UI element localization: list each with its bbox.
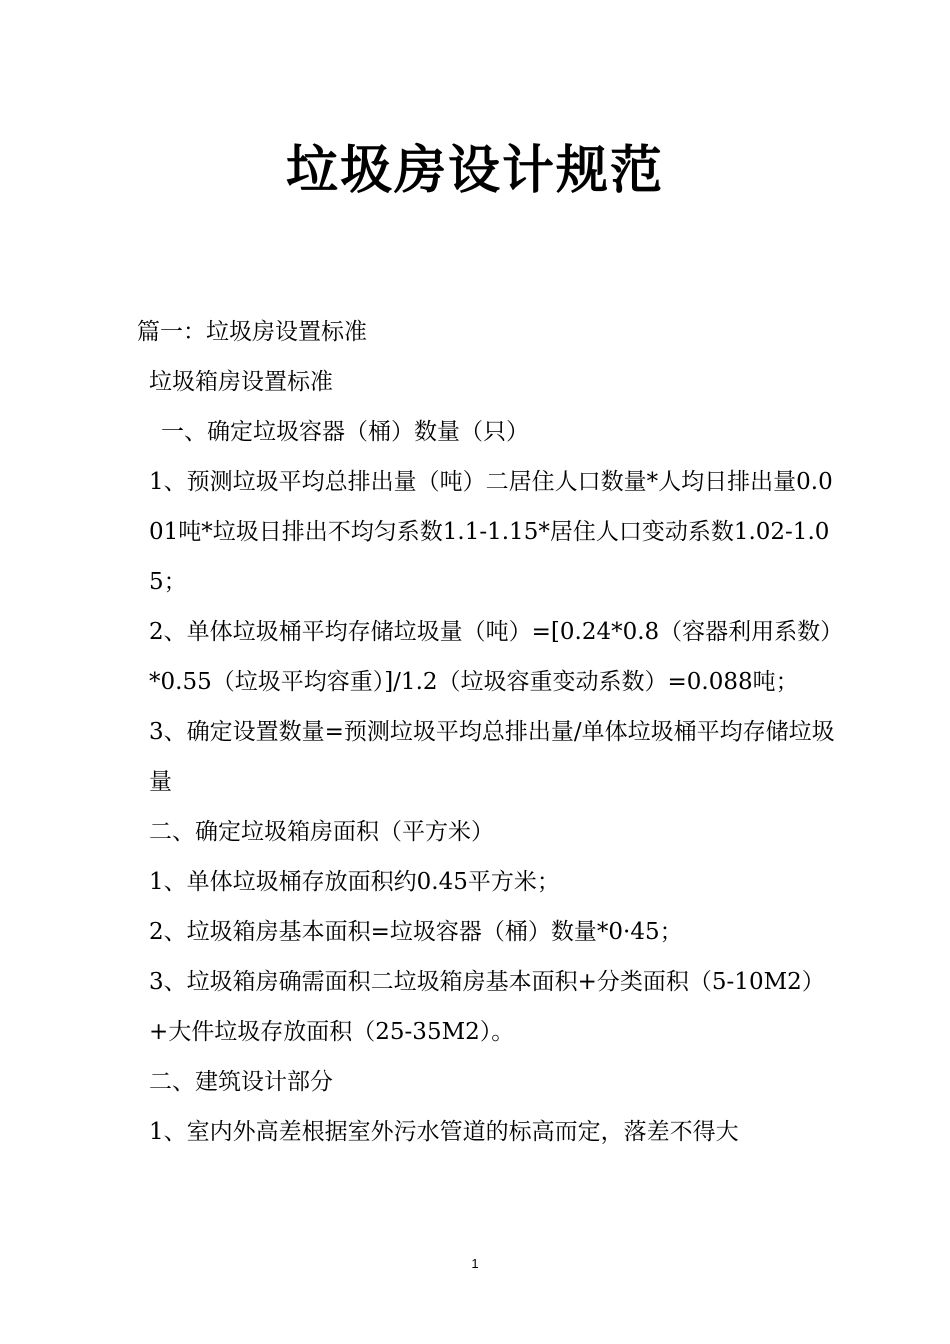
paragraph-heading-2: 二、确定垃圾箱房面积（平方米） — [149, 819, 494, 845]
paragraph-item-2-3: 3、垃圾箱房确需面积二垃圾箱房基本面积+分类面积（5-10M2）+大件垃圾存放面积（25-35M2）。 — [149, 969, 825, 1045]
paragraph-heading-3: 二、建筑设计部分 — [149, 1069, 333, 1095]
document-title: 垃圾房设计规范 — [285, 141, 664, 201]
paragraph-item-1-2: 2、单体垃圾桶平均存储垃圾量（吨）=[0.24*0.8（容器利用系数）*0.55（垃圾平均容重）]/1.2（垃圾容重变动系数）=0.088吨； — [149, 619, 832, 695]
paragraph-heading-1: 一、确定垃圾容器（桶）数量（只） — [161, 419, 529, 445]
paragraph-item-2-1: 1、单体垃圾桶存放面积约0.45平方米； — [149, 869, 560, 895]
paragraph-subtitle: 垃圾箱房设置标准 — [149, 369, 333, 395]
paragraph-item-1-1: 1、预测垃圾平均总排出量（吨）二居住人口数量*人均日排出量0.001吨*垃圾日排出不均匀系数1.1-1.15*居住人口变动系数1.02-1.05； — [149, 469, 833, 595]
paragraph-item-2-2: 2、垃圾箱房基本面积=垃圾容器（桶）数量*0·45； — [149, 919, 683, 945]
paragraph-item-3-1: 1、室内外高差根据室外污水管道的标高而定，落差不得大 — [149, 1119, 739, 1145]
paragraph-item-1-3: 3、确定设置数量=预测垃圾平均总排出量/单体垃圾桶平均存储垃圾量 — [149, 719, 835, 795]
paragraph-section-heading: 篇一：垃圾房设置标准 — [137, 319, 367, 345]
document-body — [137, 307, 837, 1157]
page-number: 1 — [471, 1256, 479, 1271]
